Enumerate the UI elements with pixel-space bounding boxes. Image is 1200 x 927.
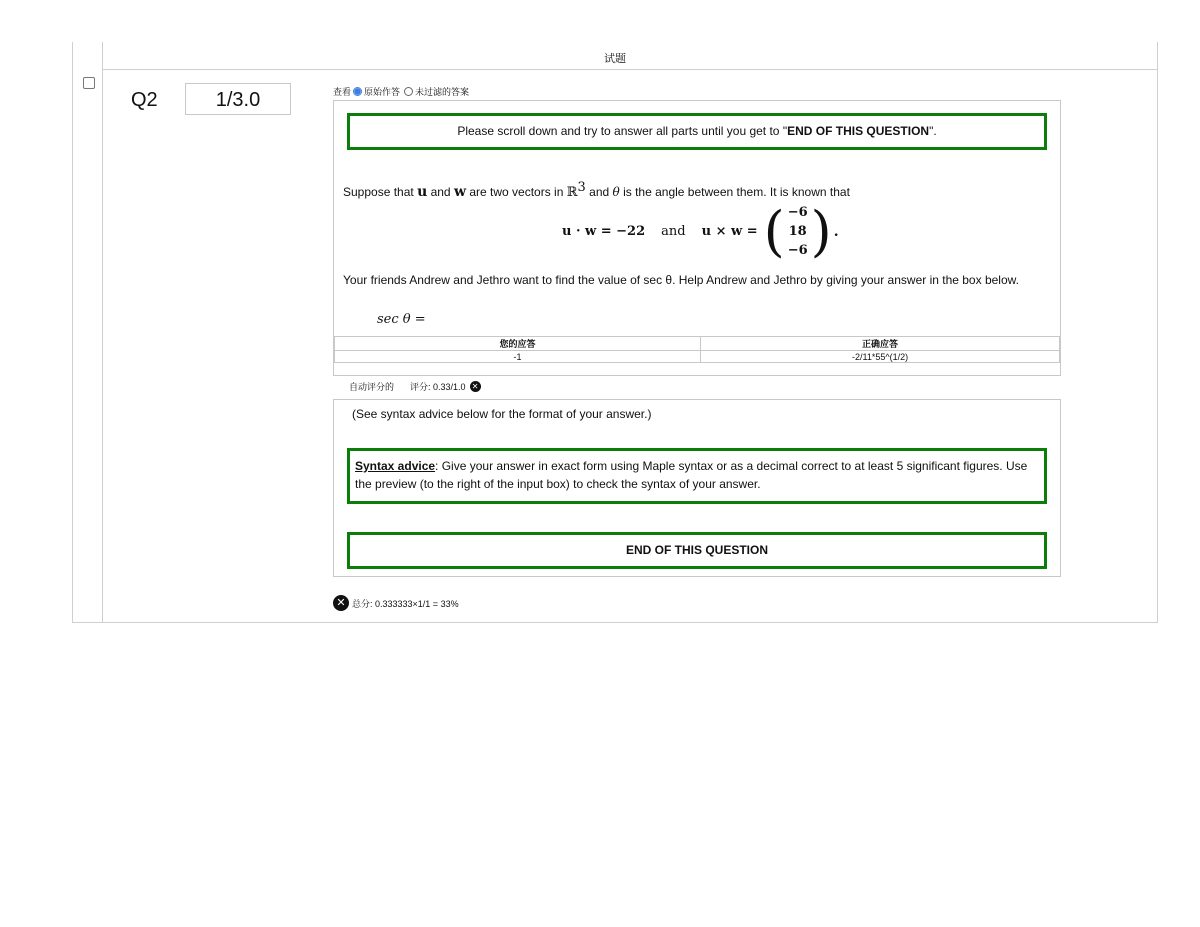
text-span: and: [585, 185, 613, 199]
auto-graded-label: 自动评分的: [349, 382, 395, 392]
view-label: 查看: [333, 87, 352, 97]
radio-original-answer[interactable]: [353, 87, 362, 96]
option-unfiltered-label: 未过滤的答案: [415, 87, 470, 97]
real-space-symbol: ℝ: [566, 185, 578, 200]
task-description: Your friends Andrew and Jethro want to find the value of sec θ. Help Andrew and Jethro by giving your answer in the box below.: [343, 273, 1019, 287]
question-score: 1/3.0: [185, 83, 291, 115]
instruction-suffix: ".: [929, 124, 937, 138]
cross-product-vector: [763, 199, 839, 263]
and-word: and: [661, 224, 686, 239]
header-correct-answer: 正确应答: [701, 337, 1060, 351]
vector-component: 18: [788, 224, 807, 239]
text-span: Suppose that: [343, 185, 418, 199]
question-review-frame: [72, 42, 1158, 623]
cross-product-equation: u × w =: [701, 224, 758, 239]
syntax-advice-title: Syntax advice: [355, 459, 436, 473]
column-divider: [102, 42, 103, 622]
end-of-question-box: [347, 532, 1047, 569]
correct-answer-value: -2/11*55^(1/2): [701, 351, 1060, 363]
header-divider: [103, 69, 1157, 70]
instruction-prefix: Please scroll down and try to answer all parts until you get to ": [457, 124, 788, 138]
answer-prompt: sec θ =: [377, 312, 426, 327]
grade-score: 评分: 0.33/1.0: [410, 382, 466, 392]
table-header-row: [335, 337, 1060, 351]
text-span: and: [427, 185, 454, 199]
answer-table: [334, 336, 1060, 363]
grading-row: [349, 380, 481, 393]
your-answer-value: -1: [335, 351, 701, 363]
row-select-checkbox[interactable]: [83, 77, 95, 89]
view-mode-selector: [333, 85, 469, 98]
syntax-advice-text: : Give your answer in exact form using Maple syntax or as a decimal correct to at least 5 significant figures. Use the preview (to the right of the input box) to check the syntax of your answer.: [355, 459, 1028, 491]
vector-component: −6: [787, 205, 808, 220]
incorrect-icon: ✕: [470, 381, 481, 392]
total-score-row: [333, 595, 459, 611]
instruction-box: [347, 113, 1047, 150]
incorrect-total-icon: ✕: [333, 595, 349, 611]
vector-component: −6: [787, 243, 808, 258]
question-number: Q2: [131, 89, 158, 111]
right-paren: ): [810, 199, 832, 263]
total-score: 总分: 0.333333×1/1 = 33%: [352, 598, 459, 609]
problem-statement: [343, 180, 850, 200]
vector-components: [785, 203, 811, 260]
theta-symbol: θ: [612, 185, 620, 199]
end-of-question-label: END OF THIS QUESTION: [625, 543, 768, 557]
dot-product-equation: u · w = −22: [562, 224, 646, 239]
syntax-note: (See syntax advice below for the format of your answer.): [352, 407, 652, 421]
text-span: is the angle between them. It is known that: [619, 185, 850, 199]
question-panel: [333, 100, 1061, 376]
vector-w: w: [453, 184, 467, 200]
option-original-label: 原始作答: [364, 87, 401, 97]
equation-period: .: [833, 223, 839, 240]
table-row: [335, 351, 1060, 363]
instruction-bold: END OF THIS QUESTION: [787, 124, 930, 138]
left-paren: (: [763, 199, 785, 263]
vector-u: u: [417, 184, 428, 200]
syntax-panel: [333, 399, 1061, 577]
column-header-title: 试题: [604, 53, 626, 65]
header-your-answer: 您的应答: [335, 337, 701, 351]
text-span: are two vectors in: [466, 185, 567, 199]
radio-unfiltered-answer[interactable]: [404, 87, 413, 96]
syntax-advice-box: [347, 448, 1047, 504]
given-equations: [562, 199, 839, 263]
space-exponent: 3: [577, 180, 586, 195]
